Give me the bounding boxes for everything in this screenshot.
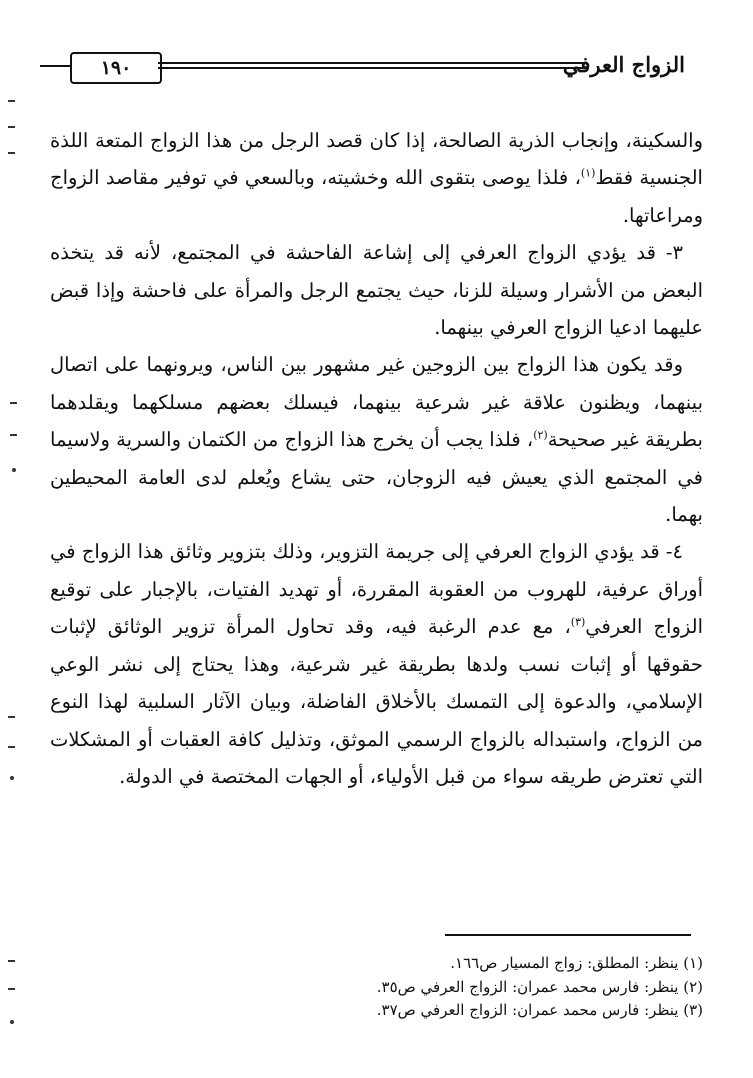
paragraph-text: ، مع عدم الرغبة فيه، وقد تحاول المرأة تزوير الوثائق لإثبات حقوقها أو إثبات نسب ولدها بطريقة غير شرعية، وهذا يحتاج إلى نشر الوعي الإسلامي، والدعوة إلى التمسك بالأخلاق الفاضلة، وبيان الآثار السلبية لهذا النوع من الزواج، واستبداله بالزواج الرسمي الموثق، وتذليل كافة العقبات أو المشكلات التي تعترض طريقه سواء من قبل الأولياء، أو الجهات المختصة في الدولة. [50,615,703,788]
margin-mark [10,402,17,404]
margin-mark [8,746,15,748]
paragraph [50,122,703,234]
footnote-separator [445,934,691,936]
footnote: (٢) ينظر: فارس محمد عمران: الزواج العرفي ص٣٥. [376,977,703,996]
footnote-ref: (١) [580,166,596,180]
paragraph-text: ، فلذا يجب أن يخرج هذا الزواج من الكتمان والسرية ولاسيما في المجتمع الذي يعيش فيه الزوجان، حتى يشاع ويُعلم لدى العامة المحيطين بهما. [50,428,703,527]
footnotes [50,952,703,1023]
paragraph-text: وقد يكون هذا الزواج بين الزوجين غير مشهور بين الناس، ويرونهما على اتصال بينهما، ويظنون علاقة غير شرعية بينهما، فيسلك بعضهم مسلكهما ويقلدهما بطريقة غير صحيحة [50,353,703,452]
margin-mark [8,100,15,102]
body-text [50,122,703,795]
margin-mark [8,960,15,962]
margin-mark [10,1020,14,1024]
paragraph-text: ، فلذا يوصى بتقوى الله وخشيته، وبالسعي في توفير مقاصد الزواج ومراعاتها. [50,166,703,227]
paragraph-text: ٣- قد يؤدي الزواج العرفي إلى إشاعة الفاحشة في المجتمع، لأنه قد يتخذه البعض من الأشرار وسيلة للزنا، حيث يجتمع الرجل والمرأة على فاحشة وإذا قبض عليهما ادعيا الزواج العرفي بينهما. [50,241,703,340]
footnote: (١) ينظر: المطلق: زواج المسيار ص١٦٦. [450,954,703,972]
paragraph [50,234,703,346]
book-title: الزواج العرفي [562,52,685,77]
paragraph [50,533,703,795]
header-rule [158,67,585,69]
page-number: ١٩٠ [70,52,162,84]
margin-mark [8,716,15,718]
running-header [40,50,685,90]
footnote-ref: (٢) [533,428,548,442]
margin-mark [8,988,15,990]
margin-mark [8,126,15,128]
footnote-ref: (٣) [570,615,586,629]
paragraph-text: والسكينة، وإنجاب الذرية الصالحة، إذا كان قصد الرجل من هذا الزواج المتعة اللذة الجنسية فقط [50,129,703,190]
margin-mark [12,468,16,472]
margin-mark [8,152,15,154]
margin-mark [10,434,17,436]
paragraph-text: ٤- قد يؤدي الزواج العرفي إلى جريمة التزوير، وذلك بتزوير وثائق هذا الزواج في أوراق عرفية، للهروب من العقوبة المقررة، أو تهديد الفتيات، بالإجبار على توقيع الزواج العرفي [50,540,703,639]
footnote: (٣) ينظر: فارس محمد عمران: الزواج العرفي ص٣٧. [376,1001,703,1019]
paragraph [50,346,703,533]
header-rule [158,62,585,64]
header-rule [40,65,70,67]
margin-mark [10,776,14,780]
